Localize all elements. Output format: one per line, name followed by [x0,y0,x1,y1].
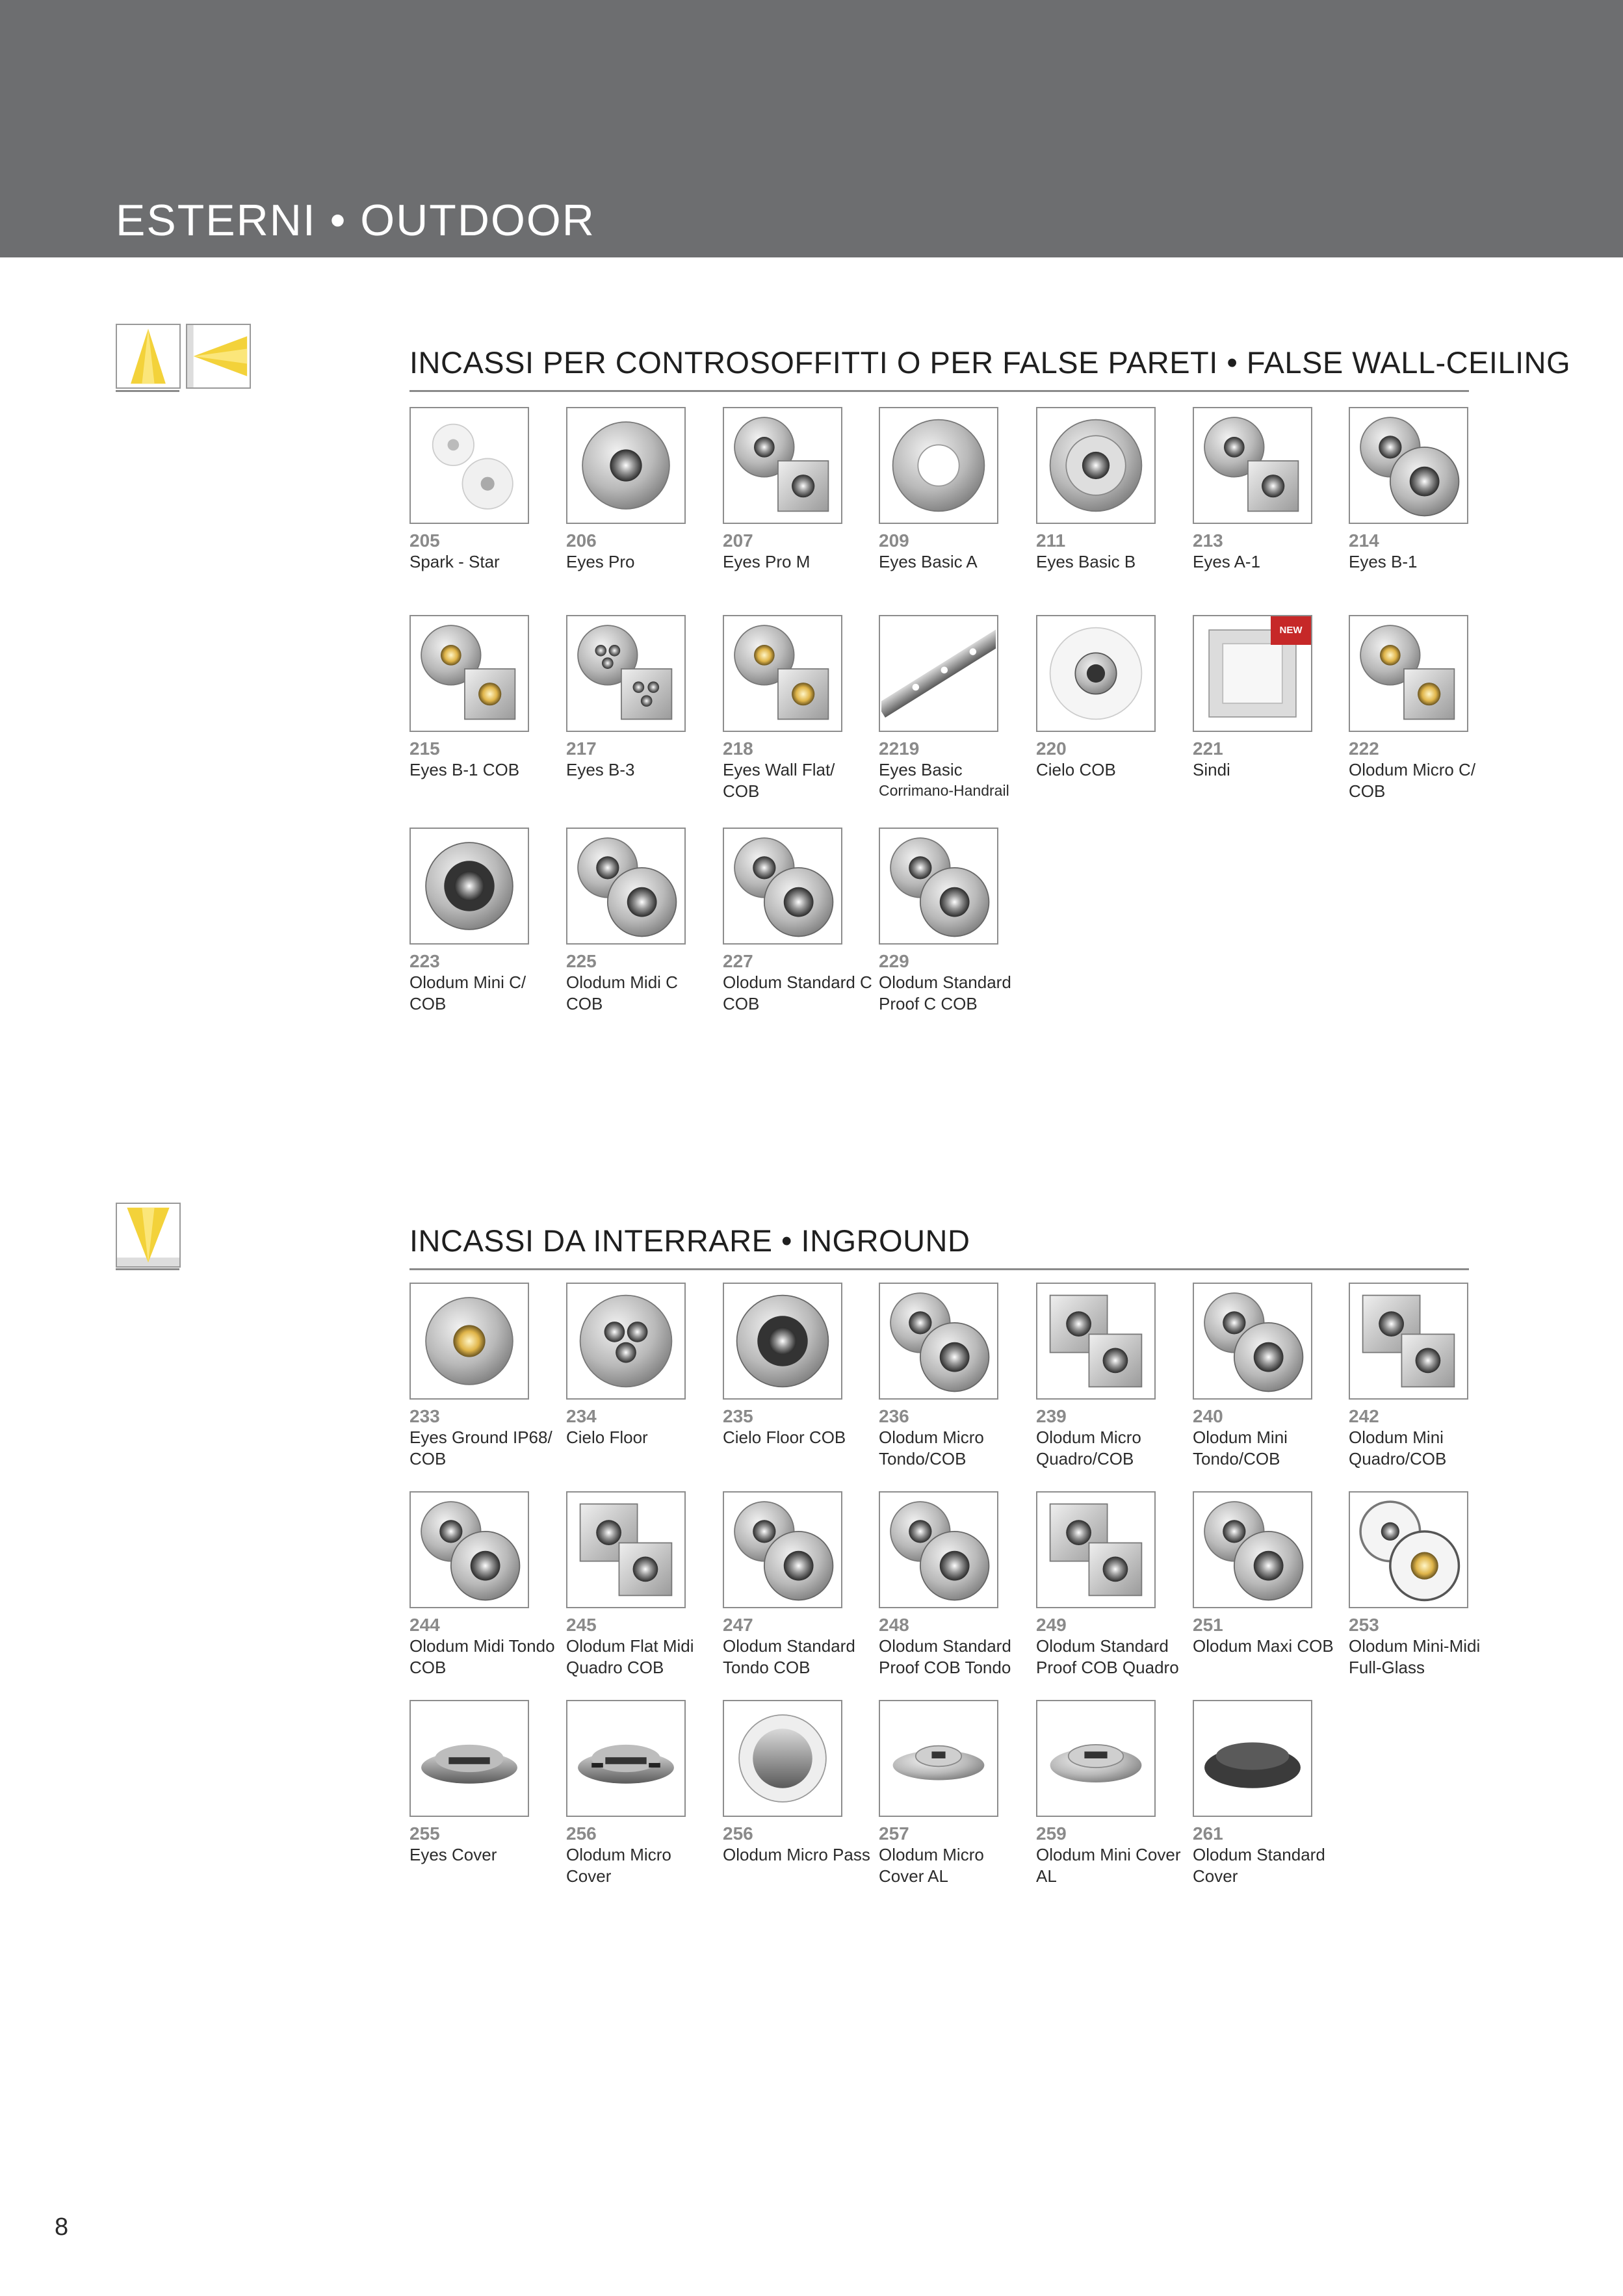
product-thumbnail [723,407,842,524]
product-card[interactable] [723,615,872,802]
product-card[interactable] [409,1491,559,1678]
product-code: 213 [1193,530,1223,551]
product-code: 207 [723,530,753,551]
product-thumbnail [1036,407,1156,524]
product-card[interactable] [566,407,716,573]
product-code: 249 [1036,1615,1067,1635]
product-name: Olodum Micro Cover AL [879,1845,984,1886]
product-code: 225 [566,951,597,971]
product-name: Eyes Pro [566,552,635,571]
product-thumbnail [879,407,998,524]
product-card[interactable] [1193,1283,1342,1470]
product-card[interactable] [1036,615,1186,781]
product-code: 218 [723,738,753,759]
product-code: 217 [566,738,597,759]
product-thumbnail [566,1700,686,1817]
product-code: 247 [723,1615,753,1635]
product-code: 234 [566,1406,597,1426]
product-subname: Corrimano-Handrail [879,782,1009,799]
product-card[interactable] [1349,615,1498,802]
product-name: Olodum Micro Quadro/COB [1036,1428,1141,1468]
product-thumbnail [566,615,686,732]
product-card[interactable] [1349,1491,1498,1678]
product-code: 205 [409,530,440,551]
product-thumbnail [409,1491,529,1608]
product-card[interactable] [566,1700,716,1887]
product-thumbnail [1349,615,1468,732]
product-thumbnail [879,1491,998,1608]
product-card[interactable] [879,1700,1028,1887]
product-thumbnail [879,828,998,945]
product-card[interactable] [566,828,716,1015]
product-card[interactable] [1193,1700,1342,1887]
product-name: Olodum Standard Proof COB Quadro [1036,1636,1179,1677]
product-card[interactable] [879,407,1028,573]
product-name: Eyes Basic A [879,552,978,571]
product-code: 235 [723,1406,753,1426]
product-card[interactable] [723,1700,872,1866]
product-code: 255 [409,1823,440,1844]
product-code: 261 [1193,1823,1223,1844]
product-name: Olodum Micro Cover [566,1845,671,1886]
page-title: ESTERNI • OUTDOOR [116,196,595,245]
product-name: Eyes B-1 COB [409,760,520,779]
product-code: 256 [723,1823,753,1844]
product-name: Eyes B-3 [566,760,635,779]
product-thumbnail [1036,1491,1156,1608]
product-card[interactable] [879,615,1028,800]
product-name: Olodum Midi C COB [566,972,678,1013]
product-thumbnail [566,1491,686,1608]
product-name: Eyes Cover [409,1845,497,1864]
product-thumbnail [879,615,998,732]
product-card[interactable] [879,1491,1028,1678]
product-thumbnail [566,407,686,524]
product-card[interactable] [409,615,559,781]
product-thumbnail [723,1283,842,1400]
product-name: Eyes Wall Flat/ COB [723,760,835,801]
product-name: Olodum Standard C COB [723,972,872,1013]
product-name: Olodum Standard Proof COB Tondo [879,1636,1011,1677]
product-thumbnail [1193,615,1312,732]
product-card[interactable] [723,1283,872,1448]
product-code: 220 [1036,738,1067,759]
product-card[interactable] [409,407,559,573]
product-card[interactable] [1193,1491,1342,1657]
product-code: 229 [879,951,909,971]
section-underline [116,1268,179,1270]
product-name: Olodum Standard Cover [1193,1845,1325,1886]
product-code: 251 [1193,1615,1223,1635]
product-thumbnail [1036,1283,1156,1400]
product-thumbnail [723,1700,842,1817]
product-name: Eyes A-1 [1193,552,1261,571]
product-thumbnail [1193,407,1312,524]
product-card[interactable] [409,1700,559,1866]
product-thumbnail [409,828,529,945]
product-code: 244 [409,1615,440,1635]
new-badge: NEW [1271,616,1311,645]
product-name: Olodum Mini Quadro/COB [1349,1428,1447,1468]
product-code: 209 [879,530,909,551]
product-card[interactable] [409,828,559,1015]
product-code: 259 [1036,1823,1067,1844]
product-card[interactable] [566,615,716,781]
product-card[interactable] [409,1283,559,1470]
product-card[interactable] [1036,1700,1186,1887]
product-name: Spark - Star [409,552,500,571]
product-card[interactable] [1036,1491,1186,1678]
product-code: 248 [879,1615,909,1635]
product-card[interactable] [879,828,1028,1015]
product-name: Cielo Floor [566,1428,648,1447]
product-thumbnail [1193,1283,1312,1400]
product-name: Cielo Floor COB [723,1428,846,1447]
product-code: 2219 [879,738,920,759]
product-thumbnail [1193,1700,1312,1817]
product-name: Olodum Micro Tondo/COB [879,1428,984,1468]
product-thumbnail [1349,1283,1468,1400]
product-code: 242 [1349,1406,1379,1426]
product-name: Olodum Mini-Midi Full-Glass [1349,1636,1481,1677]
product-code: 239 [1036,1406,1067,1426]
product-code: 222 [1349,738,1379,759]
product-thumbnail [879,1283,998,1400]
product-code: 233 [409,1406,440,1426]
product-card[interactable] [566,1283,716,1448]
product-thumbnail [1036,615,1156,732]
product-code: 221 [1193,738,1223,759]
product-code: 253 [1349,1615,1379,1635]
product-name: Olodum Micro Pass [723,1845,870,1864]
section-title: INCASSI DA INTERRARE • INGROUND [409,1223,970,1258]
product-card[interactable] [1349,1283,1498,1470]
product-thumbnail [879,1700,998,1817]
product-code: 206 [566,530,597,551]
product-code: 215 [409,738,440,759]
product-thumbnail [409,1700,529,1817]
product-name: Sindi [1193,760,1230,779]
product-card[interactable] [879,1283,1028,1470]
wall-beam-icon [186,324,251,389]
page-number: 8 [55,2213,69,2241]
product-code: 236 [879,1406,909,1426]
product-thumbnail [409,1283,529,1400]
product-name: Olodum Micro C/ COB [1349,760,1476,801]
product-thumbnail [723,615,842,732]
product-thumbnail [566,828,686,945]
product-code: 223 [409,951,440,971]
product-card[interactable] [1036,1283,1186,1470]
product-card[interactable] [723,828,872,1015]
product-code: 245 [566,1615,597,1635]
product-name: Olodum Midi Tondo COB [409,1636,555,1677]
downlight-beam-icon [116,324,181,389]
product-card[interactable] [723,1491,872,1678]
product-name: Cielo COB [1036,760,1116,779]
product-thumbnail [566,1283,686,1400]
product-name: Eyes B-1 [1349,552,1418,571]
product-card[interactable] [1036,407,1186,573]
product-card[interactable] [1193,407,1342,573]
product-name: Olodum Mini Tondo/COB [1193,1428,1288,1468]
product-card[interactable] [1193,615,1342,781]
product-code: 257 [879,1823,909,1844]
product-code: 240 [1193,1406,1223,1426]
product-name: Eyes Pro M [723,552,811,571]
product-name: Olodum Standard Tondo COB [723,1636,855,1677]
product-name: Eyes Ground IP68/ COB [409,1428,552,1468]
section-underline [409,1268,1469,1270]
product-thumbnail [1193,1491,1312,1608]
inground-beam-icon [116,1203,181,1268]
product-thumbnail [1349,1491,1468,1608]
product-name: Olodum Maxi COB [1193,1636,1334,1656]
product-name: Olodum Standard Proof C COB [879,972,1011,1013]
product-thumbnail [723,828,842,945]
product-thumbnail [1349,407,1468,524]
product-code: 214 [1349,530,1379,551]
product-code: 256 [566,1823,597,1844]
product-name: Eyes Basic [879,760,963,779]
product-thumbnail [409,407,529,524]
product-thumbnail [409,615,529,732]
product-card[interactable] [566,1491,716,1678]
section-underline [116,390,179,392]
product-name: Olodum Flat Midi Quadro COB [566,1636,694,1677]
product-card[interactable] [723,407,872,573]
product-thumbnail [1036,1700,1156,1817]
product-name: Olodum Mini C/ COB [409,972,526,1013]
product-code: 211 [1036,530,1066,551]
product-thumbnail [723,1491,842,1608]
section-title: INCASSI PER CONTROSOFFITTI O PER FALSE PARETI • FALSE WALL-CEILING [409,345,1571,380]
product-card[interactable] [1349,407,1498,573]
product-code: 227 [723,951,753,971]
product-name: Eyes Basic B [1036,552,1136,571]
product-name: Olodum Mini Cover AL [1036,1845,1181,1886]
section-underline [409,390,1469,392]
